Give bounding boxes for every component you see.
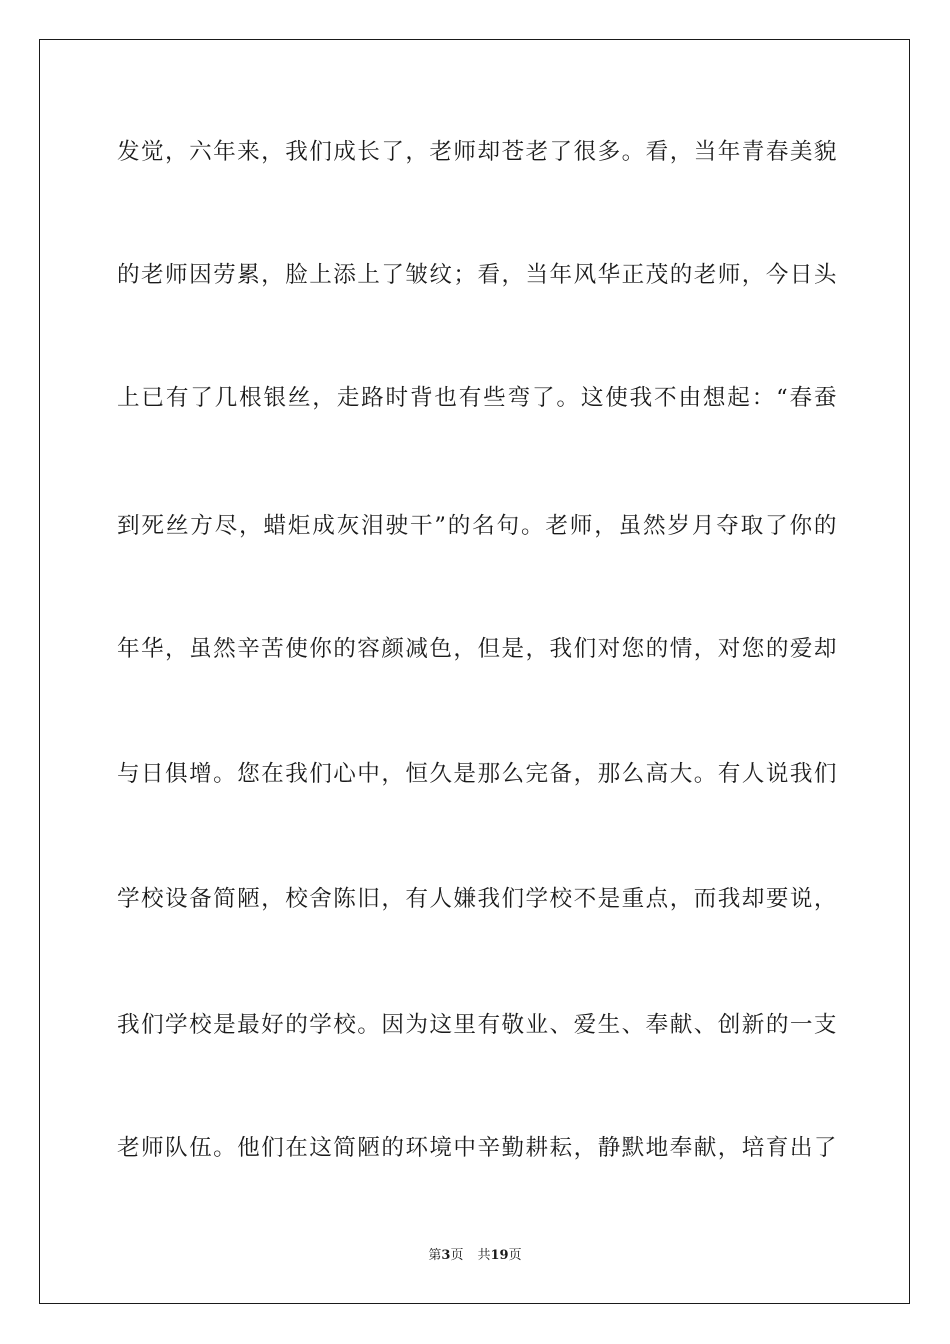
total-pages-prefix: 共 — [477, 1248, 491, 1263]
body-text-line: 到死丝方尽，蜡炬成灰泪驶干”的名句。老师，虽然岁月夺取了你的 — [117, 513, 837, 539]
body-text-line: 与日俱增。您在我们心中，恒久是那么完备，那么高大。有人说我们 — [117, 761, 837, 787]
page-border — [39, 39, 910, 1304]
body-text-line: 的老师因劳累，脸上添上了皱纹；看，当年风华正茂的老师，今日头 — [117, 262, 837, 288]
current-page-number: 3 — [441, 1248, 451, 1263]
page-number-suffix: 页 — [450, 1248, 464, 1263]
body-text-line: 我们学校是最好的学校。因为这里有敬业、爱生、奉献、创新的一支 — [117, 1012, 837, 1038]
total-pages-suffix: 页 — [508, 1248, 522, 1263]
page-number-prefix: 第 — [428, 1248, 442, 1263]
body-text-line: 学校设备简陋，校舍陈旧，有人嫌我们学校不是重点，而我却要说， — [117, 886, 837, 912]
body-text-line: 发觉，六年来，我们成长了，老师却苍老了很多。看，当年青春美貌 — [117, 139, 837, 165]
total-pages-number: 19 — [490, 1248, 509, 1263]
body-text-line: 上已有了几根银丝，走路时背也有些弯了。这使我不由想起：“春蚕 — [117, 385, 837, 411]
body-text-line: 老师队伍。他们在这简陋的环境中辛勤耕耘，静默地奉献，培育出了 — [117, 1135, 837, 1161]
page-footer — [0, 1247, 950, 1265]
body-text-line: 年华，虽然辛苦使你的容颜减色，但是，我们对您的情，对您的爱却 — [117, 636, 837, 662]
